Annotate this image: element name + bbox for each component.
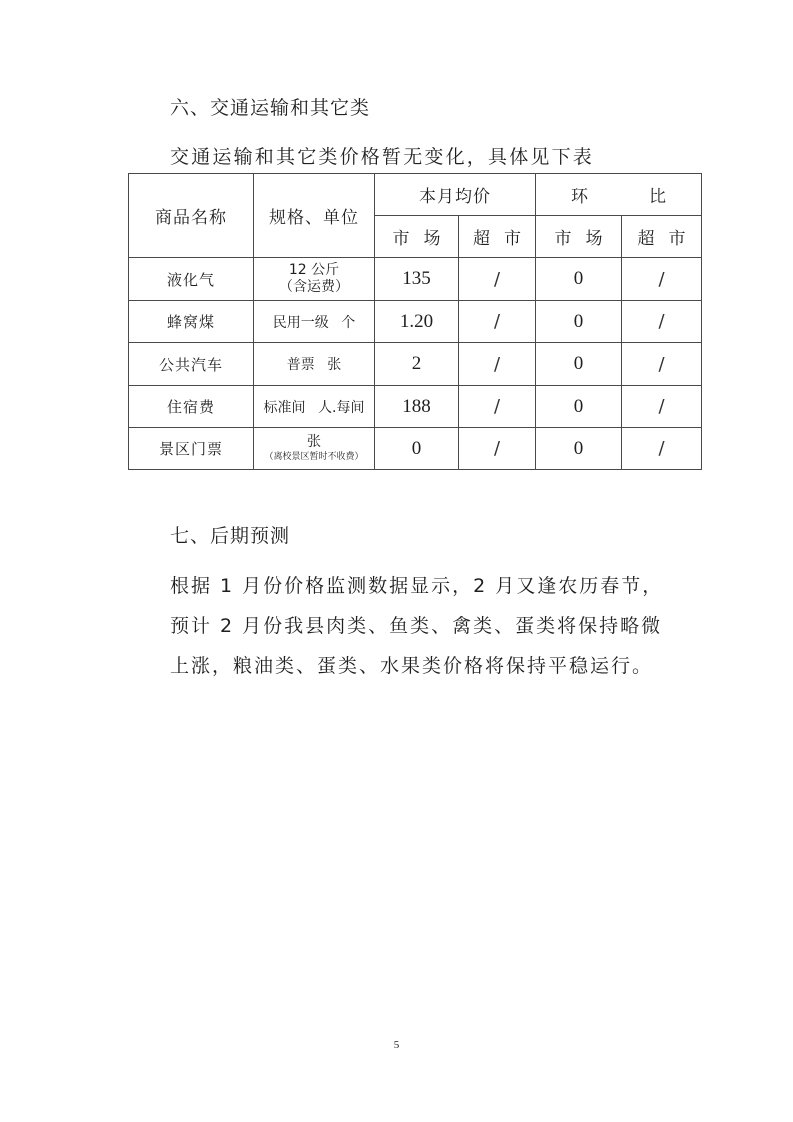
header-name: 商品名称 — [129, 174, 254, 258]
row-supermarket-price: / — [459, 428, 536, 470]
row-spec: 普票 张 — [254, 343, 375, 386]
row-supermarket-price: / — [459, 301, 536, 343]
row-market-price: 135 — [375, 258, 459, 301]
row-mom-market: 0 — [536, 343, 622, 386]
header-avg-price: 本月均价 — [375, 174, 536, 216]
row-spec — [254, 258, 375, 301]
row-spec-line2: （含运费） — [279, 279, 349, 295]
table-row — [129, 343, 702, 386]
subheader-supermarket: 超市 — [459, 216, 536, 258]
row-name: 蜂窝煤 — [129, 301, 254, 343]
subheader-market: 市场 — [375, 216, 459, 258]
header-mom: 环 比 — [536, 174, 702, 216]
subheader-mom-supermarket: 超市 — [622, 216, 702, 258]
section-seven-body: 根据 1 月份价格监测数据显示，2 月又逢农历春节，预计 2 月份我县肉类、鱼类、禽类、蛋类将保持略微上涨，粮油类、蛋类、水果类价格将保持平稳运行。 — [170, 575, 664, 677]
row-spec: 民用一级 个 — [254, 301, 375, 343]
row-mom-supermarket: / — [622, 386, 702, 428]
page-number: 5 — [393, 1039, 400, 1051]
table-row — [129, 258, 702, 301]
row-name: 住宿费 — [129, 386, 254, 428]
section-seven-heading: 七、后期预测 — [170, 525, 291, 547]
row-name: 公共汽车 — [129, 343, 254, 386]
table-row — [129, 386, 702, 428]
row-market-price: 188 — [375, 386, 459, 428]
row-name: 液化气 — [129, 258, 254, 301]
table-header-row — [129, 174, 702, 216]
row-market-price: 2 — [375, 343, 459, 386]
row-name: 景区门票 — [129, 428, 254, 470]
table-row — [129, 428, 702, 470]
subheader-mom-market: 市场 — [536, 216, 622, 258]
row-spec-line1: 12 公斤 — [288, 262, 340, 278]
header-spec: 规格、单位 — [254, 174, 375, 258]
row-spec-line1: 张 — [307, 434, 321, 450]
table-row — [129, 301, 702, 343]
row-supermarket-price: / — [459, 258, 536, 301]
row-mom-supermarket: / — [622, 301, 702, 343]
row-market-price: 0 — [375, 428, 459, 470]
row-mom-market: 0 — [536, 258, 622, 301]
row-mom-market: 0 — [536, 428, 622, 470]
price-table — [128, 173, 702, 470]
row-supermarket-price: / — [459, 343, 536, 386]
row-spec-note: （离校景区暂时不收费） — [264, 452, 364, 462]
row-mom-supermarket: / — [622, 428, 702, 470]
row-spec — [254, 428, 375, 470]
row-market-price: 1.20 — [375, 301, 459, 343]
row-supermarket-price: / — [459, 386, 536, 428]
row-spec: 标准间 人.每间 — [254, 386, 375, 428]
section-six-intro: 交通运输和其它类价格暂无变化，具体见下表 — [170, 146, 595, 168]
section-six-heading: 六、交通运输和其它类 — [170, 97, 371, 119]
row-mom-supermarket: / — [622, 343, 702, 386]
row-mom-market: 0 — [536, 386, 622, 428]
row-mom-supermarket: / — [622, 258, 702, 301]
row-mom-market: 0 — [536, 301, 622, 343]
